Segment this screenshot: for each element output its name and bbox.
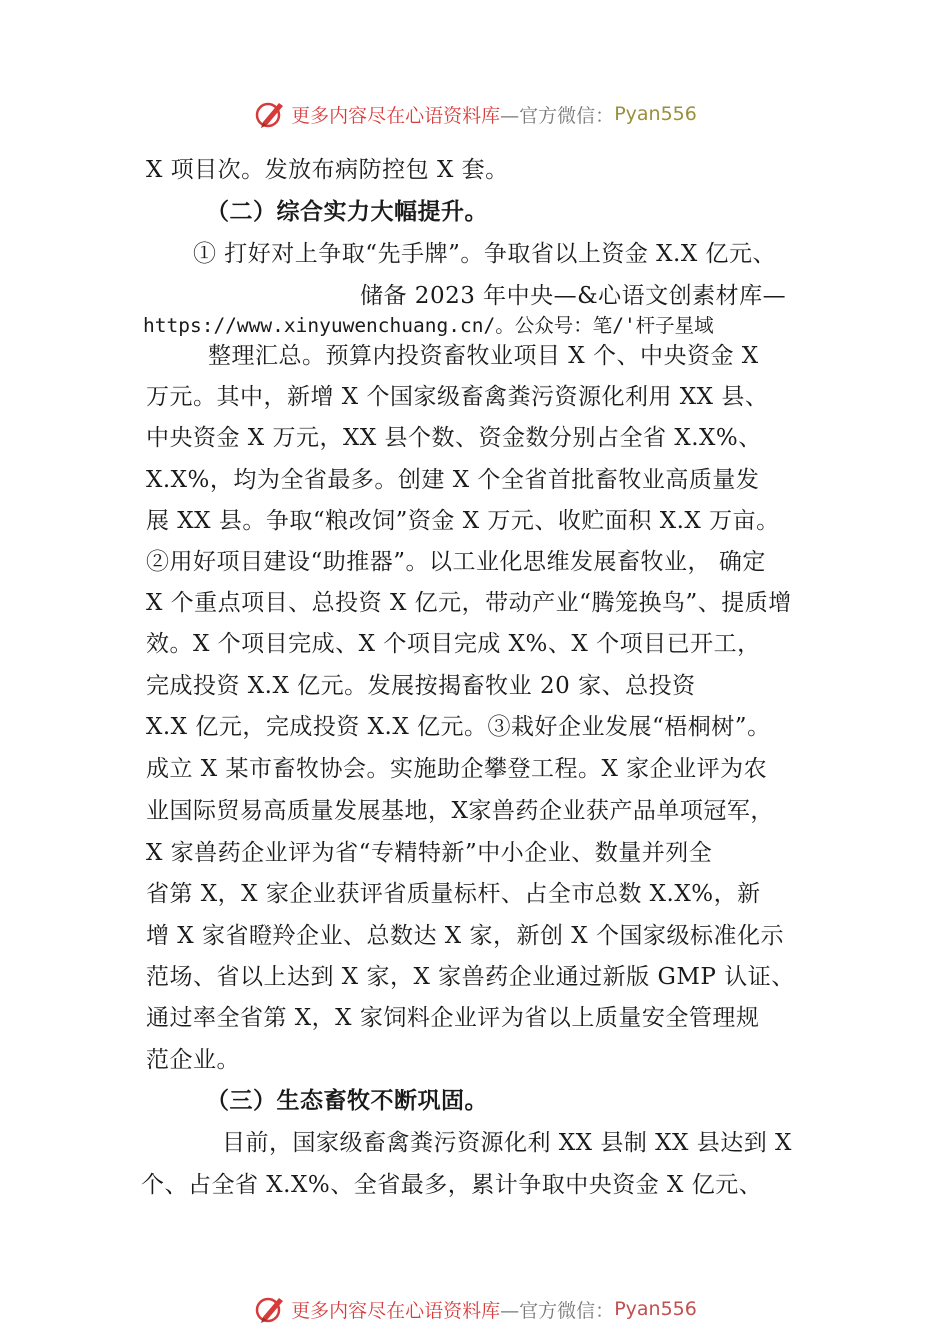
text-line: 中央资金 X 万元，XX 县个数、资金数分别占全省 X.X%、 [146,425,762,451]
section-heading-2: （二）综合实力大幅提升。 [206,198,488,225]
watermark-separator: —官方微信： [500,1299,615,1322]
text-line: X 家兽药企业评为省“专精特新”中小企业、数量并列全 [146,840,713,866]
text-line: 成立 X 某市畜牧协会。实施助企攀登工程。X 家企业评为农 [146,756,768,782]
watermark-wechat-id: Pyan556 [614,1298,697,1320]
text-line: 业国际贸易高质量发展基地，X家兽药企业获产品单项冠军， [146,798,774,824]
text-line: 通过率全省第 X，X 家饲料企业评为省以上质量安全管理规 [146,1005,760,1031]
text-line: X.X%，均为全省最多。创建 X 个全省首批畜牧业高质量发 [146,467,760,493]
text-line: ① 打好对上争取“先手牌”。争取省以上资金 X.X 亿元、 [193,241,777,267]
text-line: 储备 2023 年中央—&心语文创素材库— [360,283,787,309]
text-line: 范企业。 [146,1047,240,1073]
text-line: 个、占全省 X.X%、全省最多，累计争取中央资金 X 亿元、 [141,1172,763,1198]
watermark-wechat-id: Pyan556 [614,103,697,125]
text-line: X 项目次。发放布病防控包 X 套。 [146,157,509,183]
watermark-text: 更多内容尽在心语资料库 [291,104,501,127]
text-line: X.X 亿元，完成投资 X.X 亿元。③栽好企业发展“梧桐树”。 [146,714,771,740]
watermark-separator: —官方微信： [500,104,615,127]
text-line: 万元。其中，新增 X 个国家级畜禽粪污资源化利用 XX 县、 [146,384,769,410]
text-line: 效。X 个项目完成、X 个项目完成 X%、X 个项目已开工， [146,631,761,657]
watermark-header [0,94,950,134]
text-line: 省第 X，X 家企业获评省质量标杆、占全市总数 X.X%，新 [146,881,761,907]
text-line: https://www.xinyuwenchuang.cn/。公众号：笔/'杆子星域 [143,314,714,337]
watermark-text: 更多内容尽在心语资料库 [291,1299,501,1322]
text-line: 目前，国家级畜禽粪污资源化利 XX 县制 XX 县达到 X [222,1130,792,1156]
pen-logo-icon [253,97,287,131]
text-line: 整理汇总。预算内投资畜牧业项目 X 个、中央资金 X [208,343,759,369]
section-heading-3: （三）生态畜牧不断巩固。 [206,1087,488,1114]
text-line: ②用好项目建设“助推器”。以工业化思维发展畜牧业， 确定 [146,549,766,575]
watermark-footer [0,1289,950,1329]
text-line: 增 X 家省瞪羚企业、总数达 X 家，新创 X 个国家级标准化示 [146,923,784,949]
text-line: X 个重点项目、总投资 X 亿元，带动产业“腾笼换鸟”、提质增 [146,590,792,616]
pen-logo-icon [253,1292,287,1326]
text-line: 展 XX 县。争取“粮改饲”资金 X 万元、收贮面积 X.X 万亩。 [146,508,780,534]
text-line: 范场、省以上达到 X 家，X 家兽药企业通过新版 GMP 认证、 [146,964,795,990]
text-line: 完成投资 X.X 亿元。发展按揭畜牧业 20 家、总投资 [146,673,696,699]
